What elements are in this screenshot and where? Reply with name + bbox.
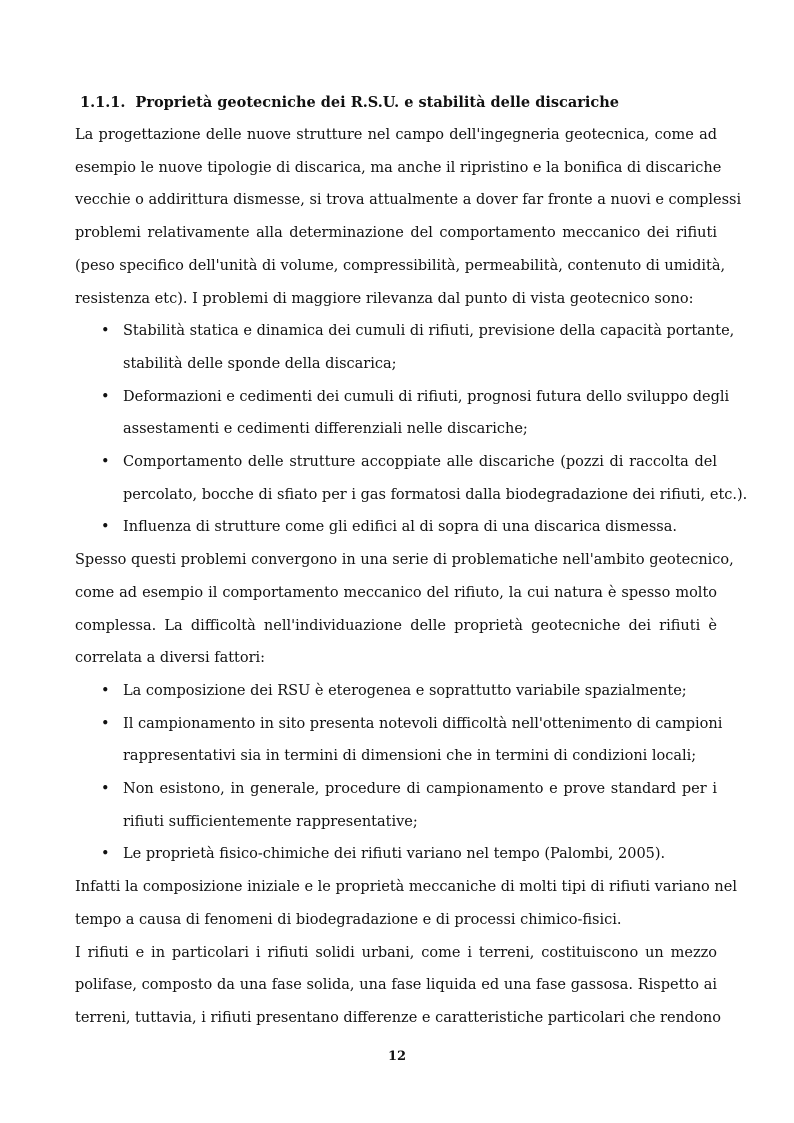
text-line: terreni, tuttavia, i rifiuti presentano differenze e caratteristiche particolari che rendono <box>75 1009 721 1026</box>
text-line: Stabilità statica e dinamica dei cumuli di rifiuti, previsione della capacità portante, <box>123 323 735 340</box>
bullet-icon: • <box>101 715 110 732</box>
text-line: percolato, bocche di sfiato per i gas formatosi dalla biodegradazione dei rifiuti, etc.). <box>123 486 748 503</box>
geotechnical-problems-list <box>75 315 748 544</box>
list-item <box>75 675 717 708</box>
bullet-icon: • <box>101 519 110 536</box>
text-line: (peso specifico dell'unità di volume, compressibilità, permeabilità, contenuto di umidità, <box>75 257 726 274</box>
paragraph-intro <box>75 119 742 315</box>
text-line: resistenza etc). I problemi di maggiore rilevanza dal punto di vista geotecnico sono: <box>75 290 694 307</box>
list-item <box>75 708 723 773</box>
list-item <box>75 511 717 544</box>
text-line: vecchie o addirittura dismesse, si trova attualmente a dover far fronte a nuovi e complessi <box>75 192 742 209</box>
bullet-icon: • <box>101 846 110 863</box>
section-title: Proprietà geotecniche dei R.S.U. e stabilità delle discariche <box>135 94 619 111</box>
text-line: La progettazione delle nuove strutture nel campo dell'ingegneria geotecnica, come ad <box>75 127 717 143</box>
bullet-icon: • <box>101 454 110 471</box>
text-line: Comportamento delle strutture accoppiate alle discariche (pozzi di raccolta del <box>123 454 717 471</box>
list-item <box>75 315 735 380</box>
text-line: polifase, composto da una fase solida, una fase liquida ed una fase gassosa. Rispetto ai <box>75 977 717 994</box>
text-line: esempio le nuove tipologie di discarica, ma anche il ripristino e la bonifica di discariche <box>75 159 722 176</box>
page-number: 12 <box>387 1049 407 1064</box>
text-line: La composizione dei RSU è eterogenea e soprattutto variabile spazialmente; <box>123 682 687 699</box>
bullet-icon: • <box>101 388 110 405</box>
section-heading <box>80 92 717 119</box>
paragraph-composition <box>75 871 737 936</box>
bullet-icon: • <box>101 682 110 699</box>
text-line: Influenza di strutture come gli edifici al di sopra di una discarica dismessa. <box>123 519 677 536</box>
paragraph-problems <box>75 544 734 675</box>
text-line: come ad esempio il comportamento meccanico del rifiuto, la cui natura è spesso molto <box>75 584 717 601</box>
text-line: stabilità delle sponde della discarica; <box>123 355 397 372</box>
bullet-icon: • <box>101 781 110 798</box>
text-line: Il campionamento in sito presenta notevoli difficoltà nell'ottenimento di campioni <box>123 715 723 732</box>
text-line: rifiuti sufficientemente rappresentative; <box>123 813 418 830</box>
list-item <box>75 838 717 871</box>
text-line: Spesso questi problemi convergono in una serie di problematiche nell'ambito geotecnico, <box>75 552 734 569</box>
page-content <box>75 92 748 1035</box>
text-line: complessa. La difficoltà nell'individuazione delle proprietà geotecniche dei rifiuti è <box>75 617 717 634</box>
text-line: assestamenti e cedimenti differenziali nelle discariche; <box>123 421 528 438</box>
list-item <box>75 381 730 446</box>
section-number: 1.1.1. <box>80 94 126 111</box>
text-line: rappresentativi sia in termini di dimensioni che in termini di condizioni locali; <box>123 748 697 765</box>
factors-list <box>75 675 723 871</box>
text-line: problemi relativamente alla determinazione del comportamento meccanico dei rifiuti <box>75 225 717 242</box>
paragraph-multiphase <box>75 937 721 1035</box>
text-line: Infatti la composizione iniziale e le proprietà meccaniche di molti tipi di rifiuti variano nel <box>75 879 737 896</box>
text-line: correlata a diversi fattori: <box>75 650 266 667</box>
list-item <box>75 446 748 511</box>
text-line: Le proprietà fisico-chimiche dei rifiuti variano nel tempo (Palombi, 2005). <box>123 846 666 863</box>
text-line: tempo a causa di fenomeni di biodegradazione e di processi chimico-fisici. <box>75 911 622 928</box>
list-item <box>75 773 717 838</box>
bullet-icon: • <box>101 323 110 340</box>
text-line: Deformazioni e cedimenti dei cumuli di rifiuti, prognosi futura dello sviluppo degli <box>123 388 730 405</box>
text-line: Non esistono, in generale, procedure di campionamento e prove standard per i <box>123 781 717 798</box>
text-line: I rifiuti e in particolari i rifiuti solidi urbani, come i terreni, costituiscono un mezzo <box>75 944 717 961</box>
